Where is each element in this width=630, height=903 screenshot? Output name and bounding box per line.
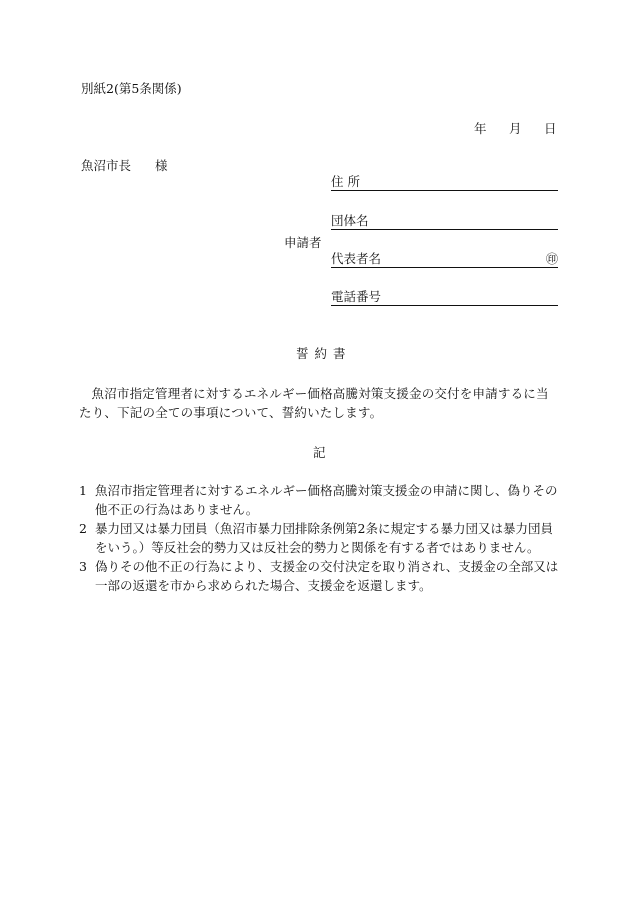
- list-item-text: 暴力団又は暴力団員（魚沼市暴力団排除条例第2条に規定する暴力団又は暴力団員をいう。）等反社会的勢力又は反社会的勢力と関係を有する者ではありません。: [95, 521, 553, 555]
- address-label: 住 所: [331, 174, 360, 189]
- representative-name-field[interactable]: [331, 251, 558, 268]
- list-item-number: 2: [79, 521, 87, 536]
- address-field[interactable]: [331, 174, 558, 191]
- phone-number-label: 電話番号: [331, 289, 382, 304]
- list-item: [79, 519, 561, 557]
- intro-paragraph: 魚沼市指定管理者に対するエネルギー価格高騰対策支援金の交付を申請するに当たり、下記の全ての事項について、誓約いたします。: [79, 386, 549, 420]
- addressee: [81, 158, 168, 173]
- representative-name-label: 代表者名: [331, 251, 382, 266]
- organization-name-field[interactable]: [331, 213, 558, 230]
- attachment-label: 別紙2(第5条関係): [81, 81, 182, 96]
- list-item: [79, 481, 561, 519]
- applicant-label: 申請者: [284, 235, 322, 250]
- date-year-label: 年: [474, 121, 487, 136]
- phone-number-field[interactable]: [331, 289, 558, 306]
- date-month-label: 月: [509, 121, 522, 136]
- ki-heading: 記: [313, 445, 326, 460]
- addressee-honorific: 様: [155, 158, 168, 173]
- list-item-text: 偽りその他不正の行為により、支援金の交付決定を取り消され、支援金の全部又は一部の返還を市から求められた場合、支援金を返還します。: [95, 559, 559, 593]
- pledge-list: [79, 481, 561, 595]
- organization-name-label: 団体名: [331, 213, 369, 228]
- list-item-number: 1: [79, 483, 87, 498]
- list-item-number: 3: [79, 559, 87, 574]
- addressee-name: 魚沼市長: [81, 158, 132, 173]
- list-item: [79, 557, 561, 595]
- date-day-label: 日: [544, 121, 557, 136]
- seal-mark-icon: ㊞: [545, 251, 558, 266]
- list-item-text: 魚沼市指定管理者に対するエネルギー価格高騰対策支援金の申請に関し、偽りその他不正の行為はありません。: [95, 483, 558, 517]
- document-title: 誓約書: [296, 346, 352, 361]
